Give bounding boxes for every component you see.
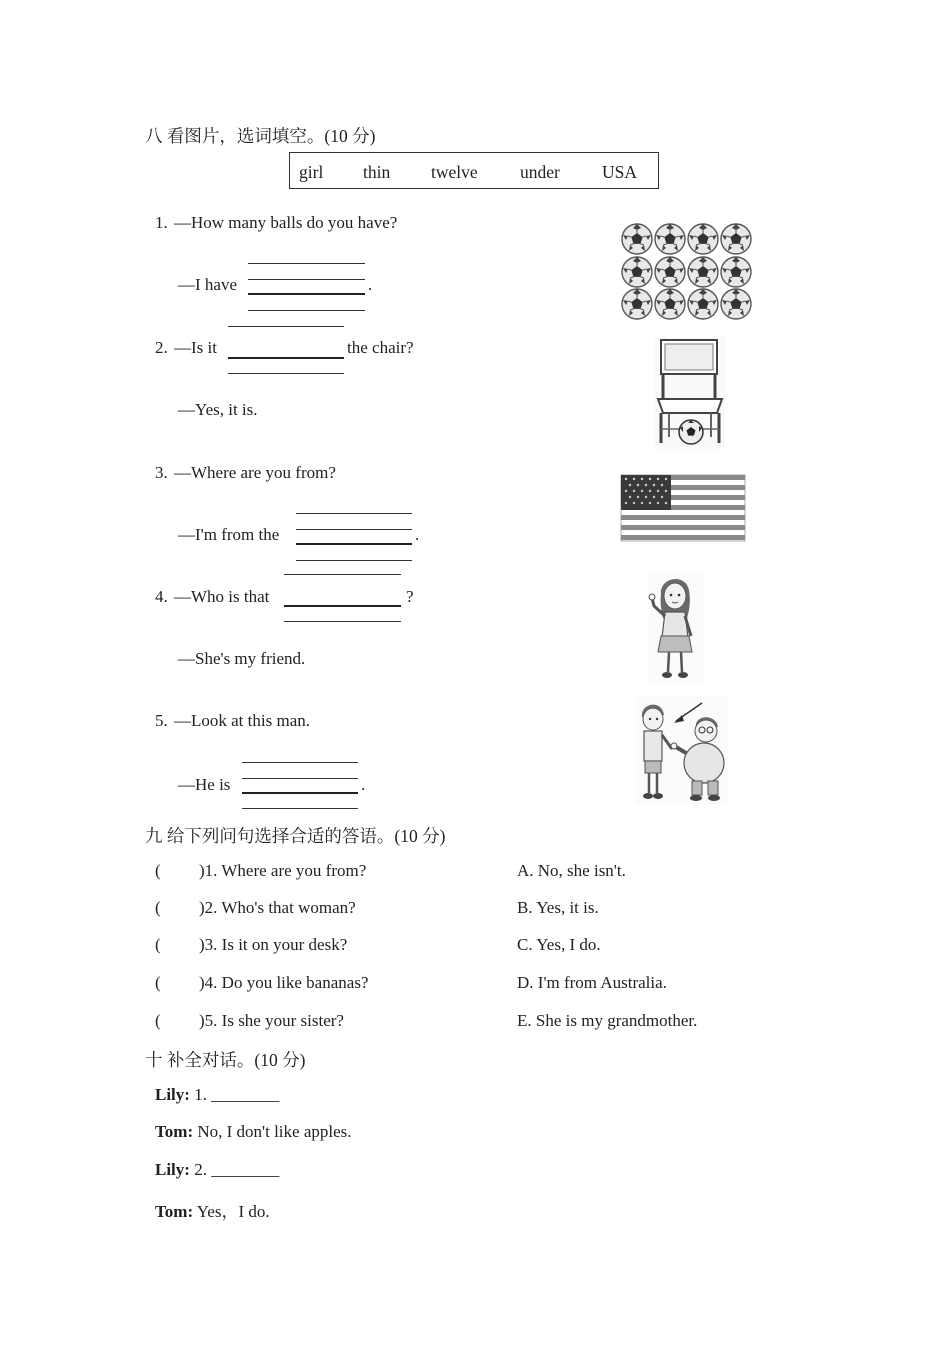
dialogue-line-3 [155,1160,279,1180]
q1-answer-prefix: —I have [178,275,238,294]
q5-answer-suffix: . [361,775,366,794]
answer-blank-line [296,529,412,530]
answer-blank-line [242,808,358,809]
answer-paren[interactable]: ( [155,1011,161,1030]
q1-answer-blank[interactable] [248,293,365,295]
q3-question: —Where are you from? [174,463,336,482]
word-under: under [520,162,560,182]
q4-answer: —She's my friend. [178,649,306,668]
answer-blank-line [284,574,401,575]
q1-number: 1. [155,213,168,232]
match-question-5: )5. Is she your sister? [199,1011,344,1030]
match-question-3: )3. Is it on your desk? [199,935,348,954]
answer-blank-line [248,263,365,264]
q1-question: —How many balls do you have? [174,213,398,232]
q4-question-prefix: —Who is that [174,587,270,606]
word-thin: thin [363,162,391,182]
speaker-tom: Tom: [155,1202,194,1221]
answer-paren[interactable]: ( [155,973,161,992]
q4-answer-blank[interactable] [284,605,401,607]
q1-answer-suffix: . [368,275,373,294]
match-question-4: )4. Do you like bananas? [199,973,369,992]
answer-blank-line [296,560,412,561]
dialogue-text[interactable]: 1. ________ [189,1085,280,1104]
q2-answer: —Yes, it is. [178,400,258,419]
match-answer-b: B. Yes, it is. [517,898,599,917]
answer-blank-line [296,513,412,514]
answer-paren[interactable]: ( [155,935,161,954]
q2-question-suffix: the chair? [347,338,414,357]
speaker-lily: Lily: [155,1160,190,1179]
answer-blank-line [228,373,344,374]
q3-answer-prefix: —I'm from the [178,525,280,544]
dialogue-line-2 [155,1122,352,1142]
q5-answer-prefix: —He is [178,775,231,794]
q5-number: 5. [155,711,168,730]
match-answer-a: A. No, she isn't. [517,861,626,880]
q4-question-suffix: ? [406,587,414,606]
section-9-title: 九 给下列问句选择合适的答语。(10 分) [145,826,446,846]
answer-blank-line [284,621,401,622]
chair-icon [655,337,725,449]
answer-paren[interactable]: ( [155,898,161,917]
dialogue-line-1 [155,1085,279,1105]
speaker-tom: Tom: [155,1122,194,1141]
q2-question-prefix: —Is it [174,338,217,357]
match-answer-d: D. I'm from Australia. [517,973,667,992]
girl-icon [645,572,705,682]
answer-blank-line [242,762,358,763]
boy-and-man-icon [636,697,728,805]
word-bank [289,152,659,189]
match-answer-c: C. Yes, I do. [517,935,601,954]
q2-answer-blank[interactable] [228,357,344,359]
word-girl: girl [299,162,324,182]
q3-answer-blank[interactable] [296,543,412,545]
match-answer-e: E. She is my grandmother. [517,1011,698,1030]
q5-question: —Look at this man. [174,711,310,730]
q3-answer-suffix: . [415,525,420,544]
answer-paren[interactable]: ( [155,861,161,880]
dialogue-text: No, I don't like apples. [193,1122,352,1141]
q4-number: 4. [155,587,168,606]
dialogue-text: Yes，I do. [193,1202,270,1221]
speaker-lily: Lily: [155,1085,190,1104]
match-question-1: )1. Where are you from? [199,861,367,880]
q5-answer-blank[interactable] [242,792,358,794]
word-twelve: twelve [431,162,478,182]
dialogue-text[interactable]: 2. ________ [189,1160,280,1179]
answer-blank-line [248,279,365,280]
q2-number: 2. [155,338,168,357]
q3-number: 3. [155,463,168,482]
answer-blank-line [248,310,365,311]
word-usa: USA [602,162,638,182]
answer-blank-line [242,778,358,779]
soccer-balls-icon [620,222,755,322]
section-10-title: 十 补全对话。(10 分) [145,1050,306,1070]
usa-flag-icon [621,475,745,541]
dialogue-line-4 [155,1197,270,1222]
section-8-title: 八 看图片，选词填空。(10 分) [145,126,376,146]
answer-blank-line [228,326,344,327]
match-question-2: )2. Who's that woman? [199,898,356,917]
